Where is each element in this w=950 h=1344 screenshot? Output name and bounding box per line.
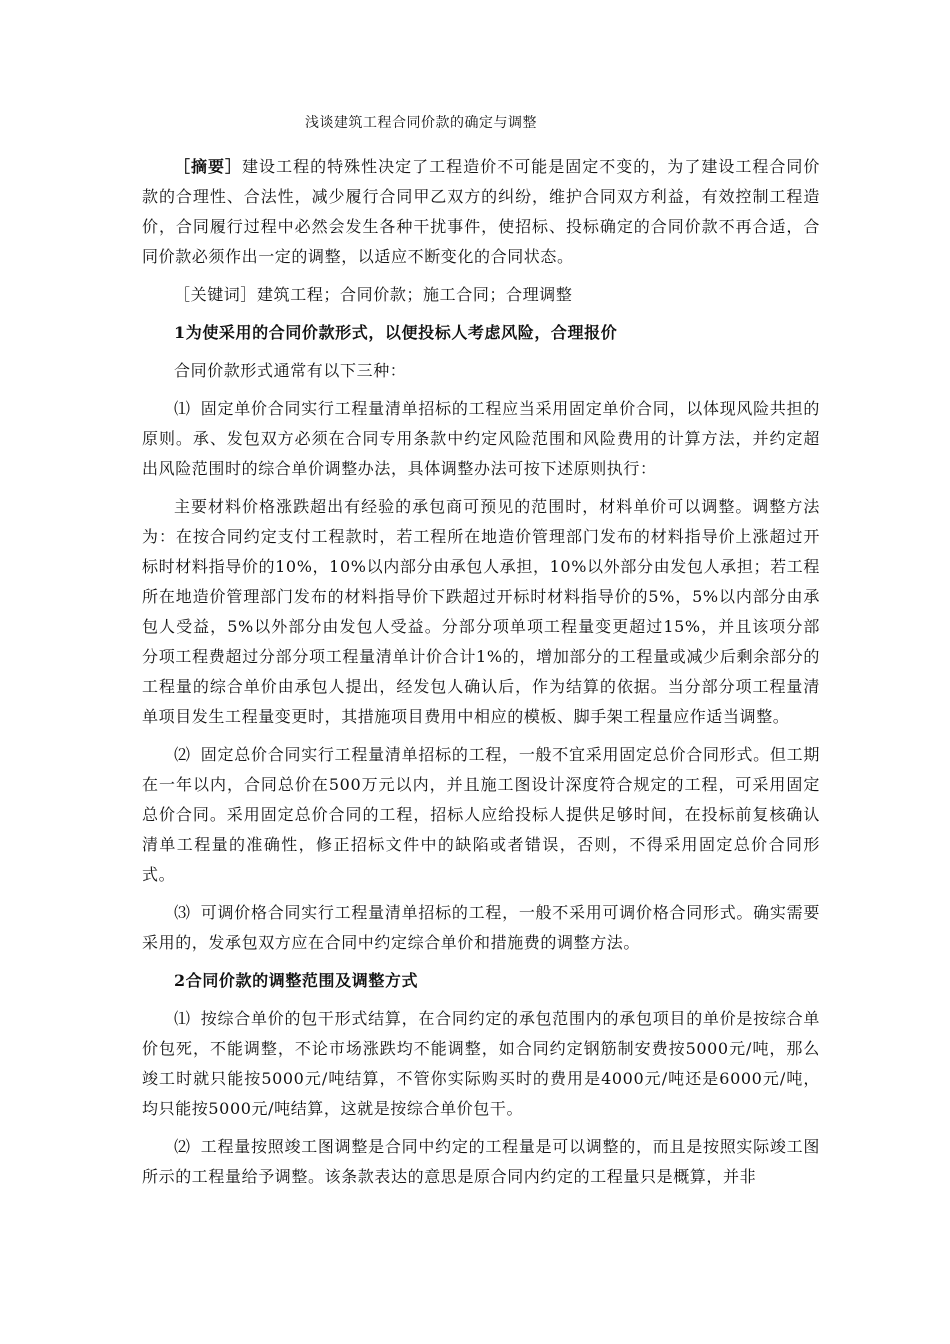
item-text: 固定单价合同实行工程量清单招标的工程应当采用固定单价合同，以体现风险共担的原则。承、发包双方必须在合同专用条款中约定风险范围和风险费用的计算方法，并约定超出风险范围时的综合单价调整办法，具体调整办法可按下述原则执行： [142,399,820,478]
item-number: ⑵ [174,745,191,764]
keywords-paragraph [142,280,820,310]
document-title: 浅谈建筑工程合同价款的确定与调整 [305,115,537,131]
section1-item1-detail: 主要材料价格涨跌超出有经验的承包商可预见的范围时，材料单价可以调整。调整方法为：在按合同约定支付工程款时，若工程所在地造价管理部门发布的材料指导价上涨超过开标时材料指导价的10%，10%以内部分由承包人承担，10%以外部分由发包人承担；若工程所在地造价管理部门发布的材料指导价下跌超过开标时材料指导价的5%，5%以内部分由承包人受益，5%以外部分由发包人受益。分部分项单项工程量变更超过15%，并且该项分部分项工程费超过分部分项工程量清单计价合计1%的，增加部分的工程量或减少后剩余部分的工程量的综合单价由承包人提出，经发包人确认后，作为结算的依据。当分部分项工程量清单项目发生工程量变更时，其措施项目费用中相应的模板、脚手架工程量应作适当调整。 [142,497,820,726]
item-number: ⑴ [174,399,191,418]
section1-item1 [142,394,820,484]
section1-heading: 1为使采用的合同价款形式，以便投标人考虑风险，合理报价 [174,323,618,342]
abstract-text: 建设工程的特殊性决定了工程造价不可能是固定不变的，为了建设工程合同价款的合理性、合法性，减少履行合同甲乙双方的纠纷，维护合同双方利益，有效控制工程造价，合同履行过程中必然会发生各种干扰事件，使招标、投标确定的合同价款不再合适，合同价款必须作出一定的调整，以适应不断变化的合同状态。 [142,157,820,266]
item-number: ⑵ [174,1137,191,1156]
abstract-paragraph [142,152,820,272]
item-text: 可调价格合同实行工程量清单招标的工程，一般不采用可调价格合同形式。确实需要采用的，发承包双方应在合同中约定综合单价和措施费的调整方法。 [142,903,820,952]
item-number: ⑴ [174,1009,191,1028]
section1-item3 [142,898,820,958]
abstract-label: ［摘要］ [174,157,243,176]
item-text: 按综合单价的包干形式结算，在合同约定的承包范围内的承包项目的单价是按综合单价包死，不能调整，不论市场涨跌均不能调整，如合同约定钢筋制安费按5000元/吨，那么竣工时就只能按5000元/吨结算，不管你实际购买时的费用是4000元/吨还是6000元/吨，均只能按5000元/吨结算，这就是按综合单价包干。 [142,1009,820,1118]
keywords-label: ［关键词］ [174,285,258,304]
section2-item2 [142,1132,820,1192]
section2-heading: 2合同价款的调整范围及调整方式 [174,971,419,990]
item-text: 工程量按照竣工图调整是合同中约定的工程量是可以调整的，而且是按照实际竣工图所示的工程量给予调整。该条款表达的意思是原合同内约定的工程量只是概算，并非 [142,1137,820,1186]
item-text: 固定总价合同实行工程量清单招标的工程，一般不宜采用固定总价合同形式。但工期在一年以内，合同总价在500万元以内，并且施工图设计深度符合规定的工程，可采用固定总价合同。采用固定总价合同的工程，招标人应给投标人提供足够时间，在投标前复核确认清单工程量的准确性，修正招标文件中的缺陷或者错误，否则，不得采用固定总价合同形式。 [142,745,820,884]
section2-item1 [142,1004,820,1124]
section1-intro: 合同价款形式通常有以下三种： [174,361,407,380]
keywords-text: 建筑工程；合同价款；施工合同；合理调整 [257,285,573,304]
document-body [142,152,820,1200]
section1-item2 [142,740,820,890]
item-number: ⑶ [174,903,191,922]
